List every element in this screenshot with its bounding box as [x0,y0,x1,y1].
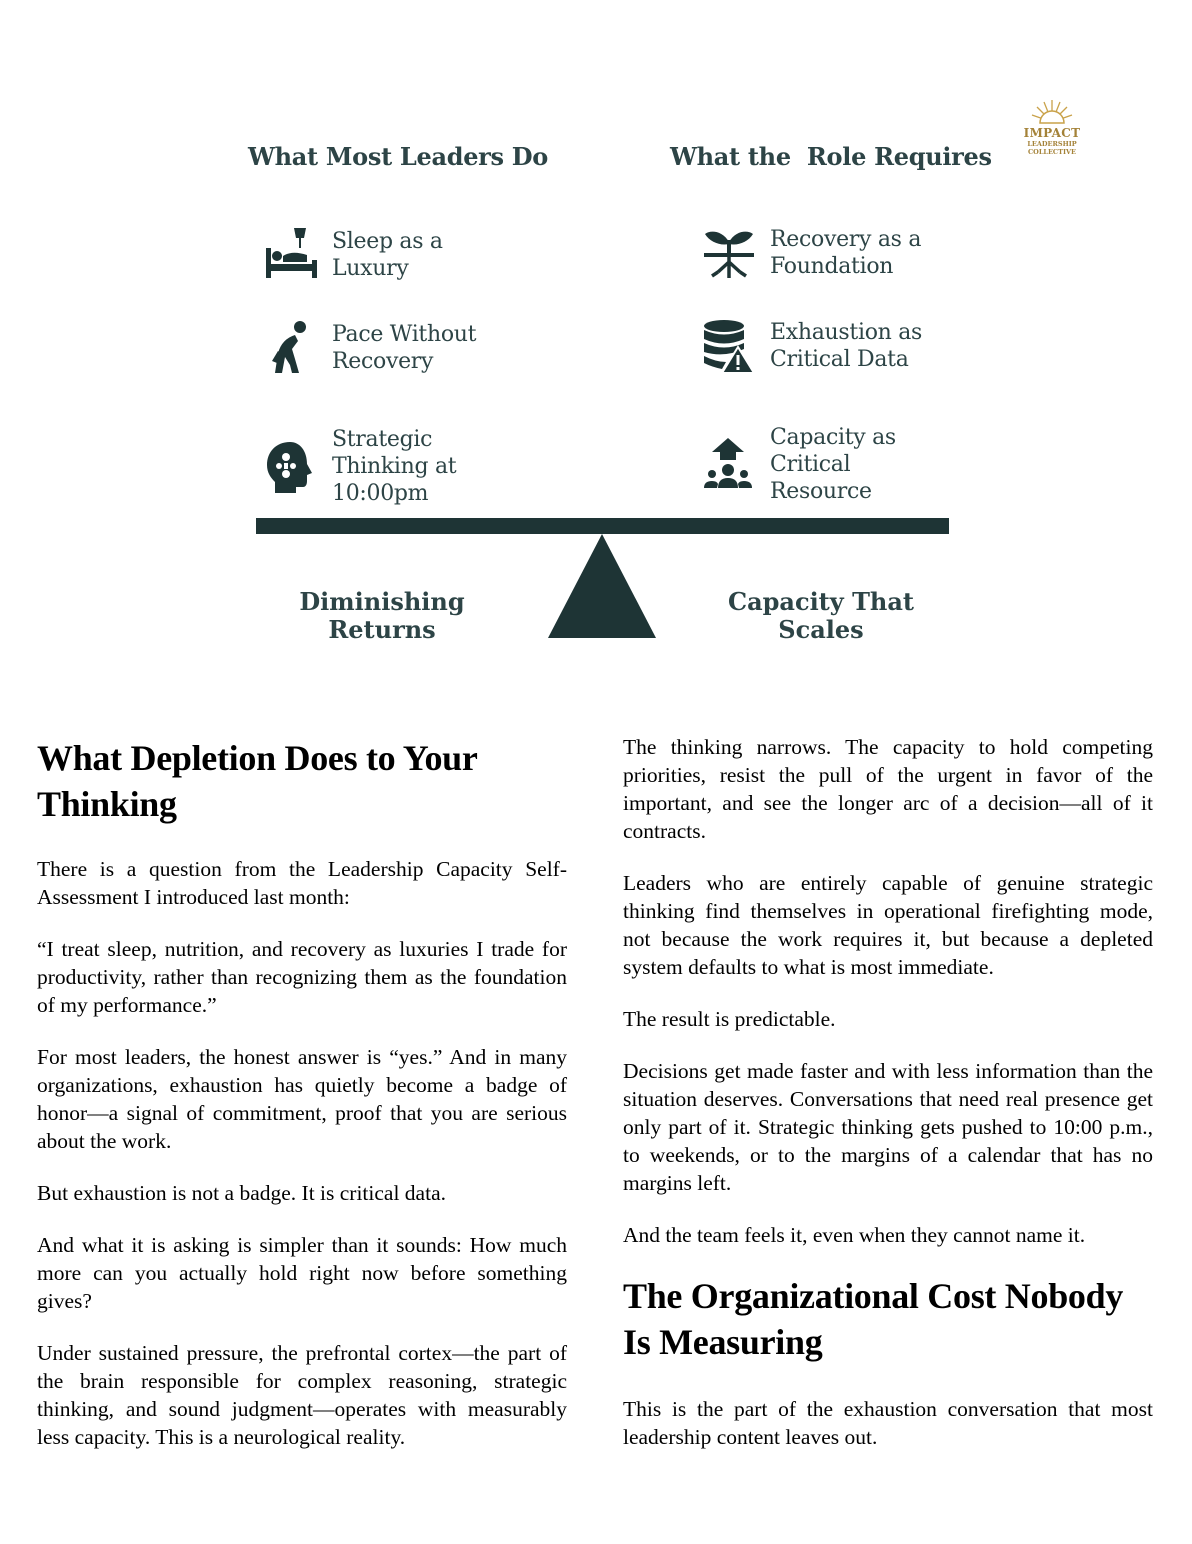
section-heading-depletion: What Depletion Does to Your Thinking [37,738,477,824]
left-item-strategic-label: Strategic Thinking at 10:00pm [332,427,457,506]
paragraph: The thinking narrows. The capacity to hold competing priorities, resist the pull of the urgent in favor of the important, and see the longer arc of a decision—all of it contracts. [623,735,1153,843]
balance-infographic [0,0,1192,700]
paragraph: Leaders who are entirely capable of genuine strategic thinking find themselves in operational firefighting mode, not because the work requires it, but because a depleted system defaults to what is most immediate. [623,871,1153,979]
paragraph: And what it is asking is simpler than it sounds: How much more can you actually hold right now before something gives? [37,1233,567,1313]
right-item-exhaustion-label: Exhaustion as Critical Data [770,320,923,372]
right-column-heading: What the Role Requires [670,142,992,171]
paragraph: And the team feels it, even when they cannot name it. [623,1223,1086,1247]
paragraph: The result is predictable. [623,1007,836,1031]
paragraph: But exhaustion is not a badge. It is critical data. [37,1181,446,1205]
left-item-pace-label: Pace Without Recovery [332,322,477,374]
section-heading-organizational-cost: The Organizational Cost Nobody Is Measuring [623,1276,1124,1362]
article-right-column [623,733,1153,1475]
right-item-recovery-label: Recovery as a Foundation [770,227,922,279]
fulcrum-triangle [548,534,656,638]
left-item-sleep-label: Sleep as a Luxury [332,229,443,281]
paragraph-quote: “I treat sleep, nutrition, and recovery as luxuries I trade for productivity, rather than recognizing them as the foundation of my performance.” [37,937,567,1017]
paragraph: For most leaders, the honest answer is “yes.” And in many organizations, exhaustion has quietly become a badge of honor—a signal of commitment, proof that you are serious about the work. [37,1045,567,1153]
logo-line-1: IMPACT [1023,126,1081,140]
paragraph: Decisions get made faster and with less information than the situation deserves. Conversations that need real presence get only part of it. Strategic thinking gets pushed to 10:00 p.m., to weekends, or to the margins of a calendar that has no margins left. [623,1059,1153,1195]
seesaw-graphic [0,0,1192,700]
balance-beam [256,518,949,534]
paragraph: Under sustained pressure, the prefrontal cortex—the part of the brain responsible for complex reasoning, strategic thinking, and sound judgment—operates with measurably less capacity. This is a neurological reality. [37,1341,567,1449]
paragraph: There is a question from the Leadership Capacity Self-Assessment I introduced last month: [37,857,567,909]
left-footer: Diminishing Returns [299,587,465,644]
left-column-heading: What Most Leaders Do [248,142,549,171]
paragraph: This is the part of the exhaustion conversation that most leadership content leaves out. [623,1397,1153,1449]
article-left-column [37,730,567,1475]
logo-line-3: COLLECTIVE [1028,148,1076,156]
logo-line-2: LEADERSHIP [1027,140,1077,148]
right-footer: Capacity That Scales [727,587,915,644]
right-item-capacity-label: Capacity as Critical Resource [770,425,896,504]
